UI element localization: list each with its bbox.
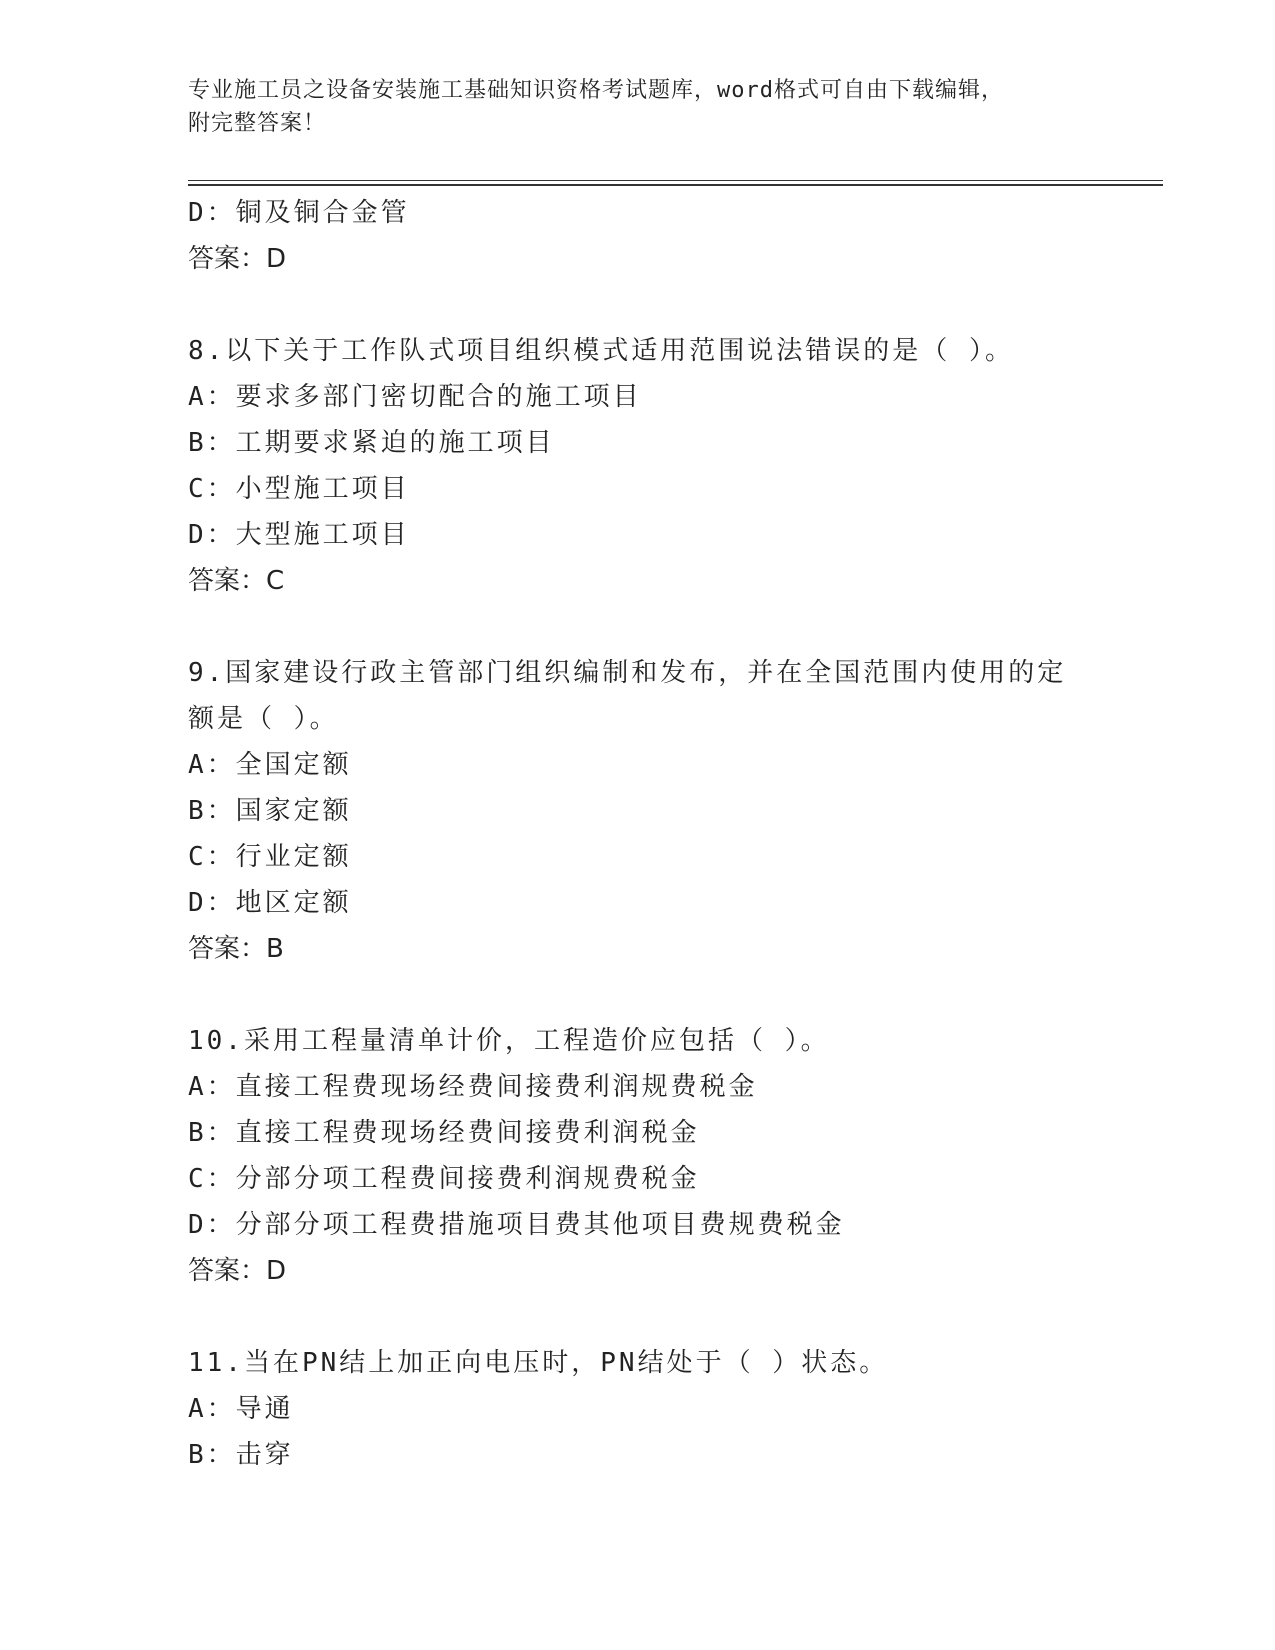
option-b: B：直接工程费现场经费间接费利润税金	[188, 1118, 700, 1148]
option-a: A：要求多部门密切配合的施工项目	[188, 382, 642, 412]
spacer	[188, 972, 1088, 1018]
option-d: D：地区定额	[188, 888, 352, 918]
spacer	[188, 604, 1088, 650]
question-stem: 10.采用工程量清单计价，工程造价应包括（ ）。	[188, 1026, 830, 1056]
question-8	[188, 328, 1088, 604]
option-c: C：行业定额	[188, 842, 352, 872]
answer: 答案：D	[188, 244, 287, 274]
question-stem: 8.以下关于工作队式项目组织模式适用范围说法错误的是（ ）。	[188, 336, 1014, 366]
header-line-1: 专业施工员之设备安装施工基础知识资格考试题库，word格式可自由下载编辑，	[188, 78, 1004, 103]
option-a: A：直接工程费现场经费间接费利润规费税金	[188, 1072, 758, 1102]
question-10	[188, 1018, 1088, 1294]
option-a: A：全国定额	[188, 750, 352, 780]
option-b: B：工期要求紧迫的施工项目	[188, 428, 555, 458]
option-b: B：国家定额	[188, 796, 352, 826]
spacer	[188, 1294, 1088, 1340]
answer: 答案：B	[188, 934, 284, 964]
question-stem-line-1: 9.国家建设行政主管部门组织编制和发布，并在全国范围内使用的定	[188, 658, 1067, 688]
option-c: C：小型施工项目	[188, 474, 410, 504]
option-d: D：大型施工项目	[188, 520, 410, 550]
option-d: D：铜及铜合金管	[188, 198, 410, 228]
document-header	[188, 74, 1088, 140]
header-line-2: 附完整答案！	[188, 111, 327, 136]
header-divider-thick	[188, 184, 1163, 186]
question-stem-line-2: 额是（ ）。	[188, 704, 339, 734]
question-list	[188, 190, 1088, 1478]
option-a: A：导通	[188, 1394, 294, 1424]
option-b: B：击穿	[188, 1440, 294, 1470]
question-11	[188, 1340, 1088, 1478]
header-divider-thin	[188, 180, 1163, 181]
question-stem: 11.当在PN结上加正向电压时，PN结处于（ ）状态。	[188, 1348, 889, 1378]
option-d: D：分部分项工程费措施项目费其他项目费规费税金	[188, 1210, 845, 1240]
answer: 答案：C	[188, 566, 285, 596]
option-c: C：分部分项工程费间接费利润规费税金	[188, 1164, 700, 1194]
spacer	[188, 282, 1088, 328]
answer: 答案：D	[188, 1256, 287, 1286]
question-9	[188, 650, 1088, 972]
